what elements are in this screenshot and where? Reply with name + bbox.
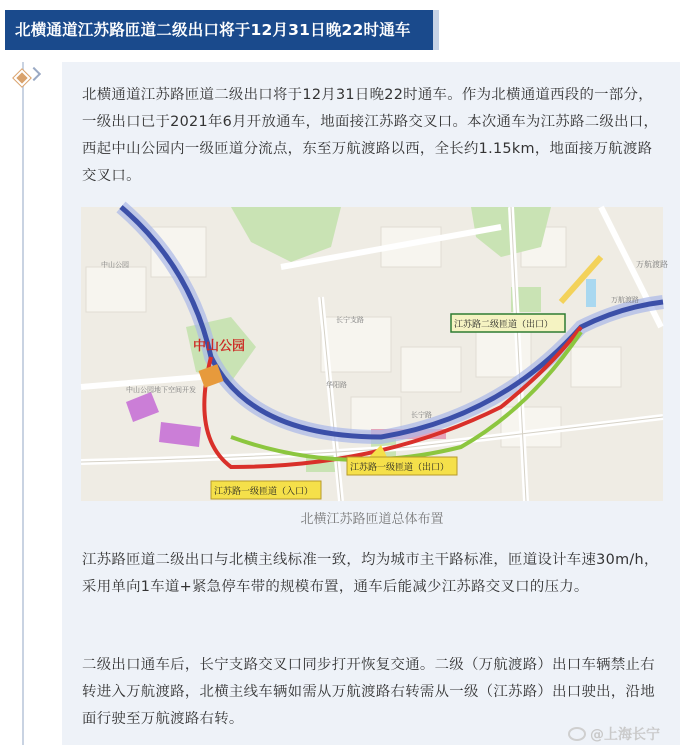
svg-text:长宁支路: 长宁支路 <box>336 316 364 324</box>
article-title: 北横通道江苏路匝道二级出口将于12月31日晚22时通车 <box>5 10 433 50</box>
svg-text:中山公园: 中山公园 <box>101 261 129 269</box>
map-caption: 北横江苏路匝道总体布置 <box>300 512 444 527</box>
weibo-watermark <box>568 724 660 744</box>
weibo-icon <box>568 727 586 741</box>
paragraph-traffic: 二级出口通车后，长宁支路交叉口同步打开恢复交通。二级（万航渡路）出口车辆禁止右转进入万航渡路，北横主线车辆如需从万航渡路右转需从一级（江苏路）出口驶出，沿地面行驶至万航渡路右转。 <box>82 657 655 727</box>
route-map <box>81 207 668 501</box>
svg-text:万航渡路: 万航渡路 <box>636 260 668 269</box>
timeline-line <box>22 62 24 745</box>
svg-text:中山公园地下空间开发: 中山公园地下空间开发 <box>126 386 196 394</box>
paragraph-intro: 北横通道江苏路匝道二级出口将于12月31日晚22时通车。作为北横通道西段的一部分，一级出口已于2021年6月开放通车，地面接江苏路交叉口。本次通车为江苏路二级出口，西起中山公园内一级匝道分流点，东至万航渡路以西，全长约1.15km，地面接万航渡路交叉口。 <box>82 87 659 184</box>
park-label: 中山公园 <box>193 339 246 354</box>
label-primary-entrance: 江苏路一级匝道（入口） <box>214 487 314 497</box>
label-secondary-exit-group <box>451 314 565 332</box>
paragraph-design: 江苏路匝道二级出口与北横主线标准一致，均为城市主干路标准，匝道设计车速30m/h，采用单向1车道+紧急停车带的规模布置，通车后能减少江苏路交叉口的压力。 <box>82 552 659 595</box>
article-card <box>62 62 680 745</box>
watermark-text: @上海长宁 <box>590 727 660 743</box>
svg-text:长宁路: 长宁路 <box>411 411 432 419</box>
svg-text:华阳路: 华阳路 <box>326 381 347 389</box>
label-primary-entrance-group <box>211 481 321 499</box>
label-secondary-exit: 江苏路二级匝道（出口） <box>454 320 554 330</box>
svg-text:万航渡路: 万航渡路 <box>611 296 639 304</box>
label-primary-exit: 江苏路一级匝道（出口） <box>350 463 450 473</box>
